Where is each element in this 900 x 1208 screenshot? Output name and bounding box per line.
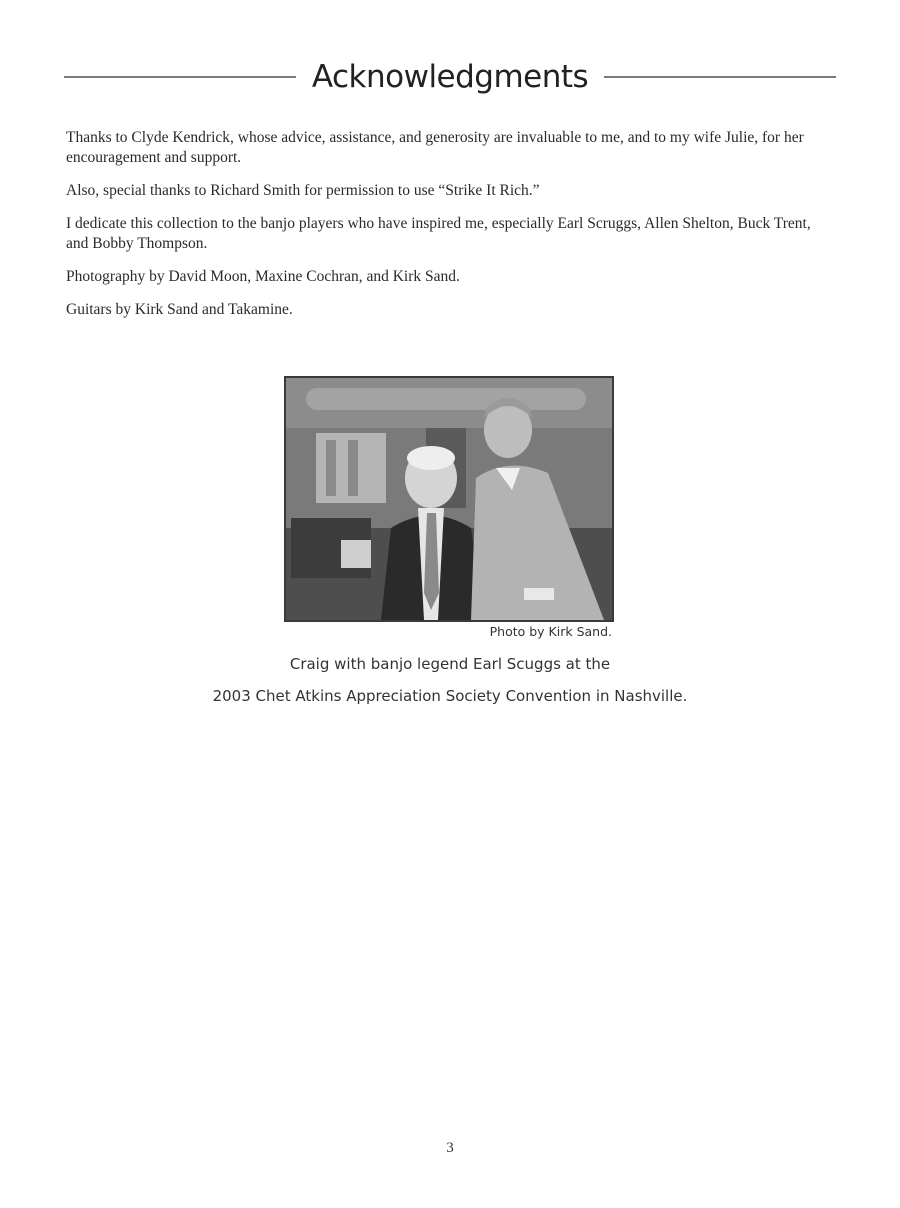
photo-illustration [286, 378, 612, 620]
paragraph-special-thanks: Also, special thanks to Richard Smith for permission to use “Strike It Rich.” [66, 182, 540, 199]
heading-rule-right [604, 76, 836, 78]
paragraph-guitars: Guitars by Kirk Sand and Takamine. [66, 301, 293, 318]
page-title: Acknowledgments [311, 59, 589, 95]
photo-credit: Photo by Kirk Sand. [489, 624, 612, 639]
paragraph-thanks: Thanks to Clyde Kendrick, whose advice, assistance, and generosity are invaluable to me, and to my wife Julie, for her encouragement and support. [66, 129, 804, 166]
heading-rule-left [64, 76, 296, 78]
paragraph-dedication: I dedicate this collection to the banjo players who have inspired me, especially Earl Scruggs, Allen Shelton, Buck Trent, and Bobby Thompson. [66, 215, 811, 252]
photo [284, 376, 614, 622]
page-number: 3 [446, 1140, 454, 1156]
photo-caption-line-2: 2003 Chet Atkins Appreciation Society Convention in Nashville. [212, 687, 688, 705]
photo-caption-line-1: Craig with banjo legend Earl Scuggs at the [289, 655, 611, 673]
paragraph-photography: Photography by David Moon, Maxine Cochran, and Kirk Sand. [66, 268, 460, 285]
acknowledgments-body [66, 128, 826, 333]
heading-row [64, 52, 836, 102]
